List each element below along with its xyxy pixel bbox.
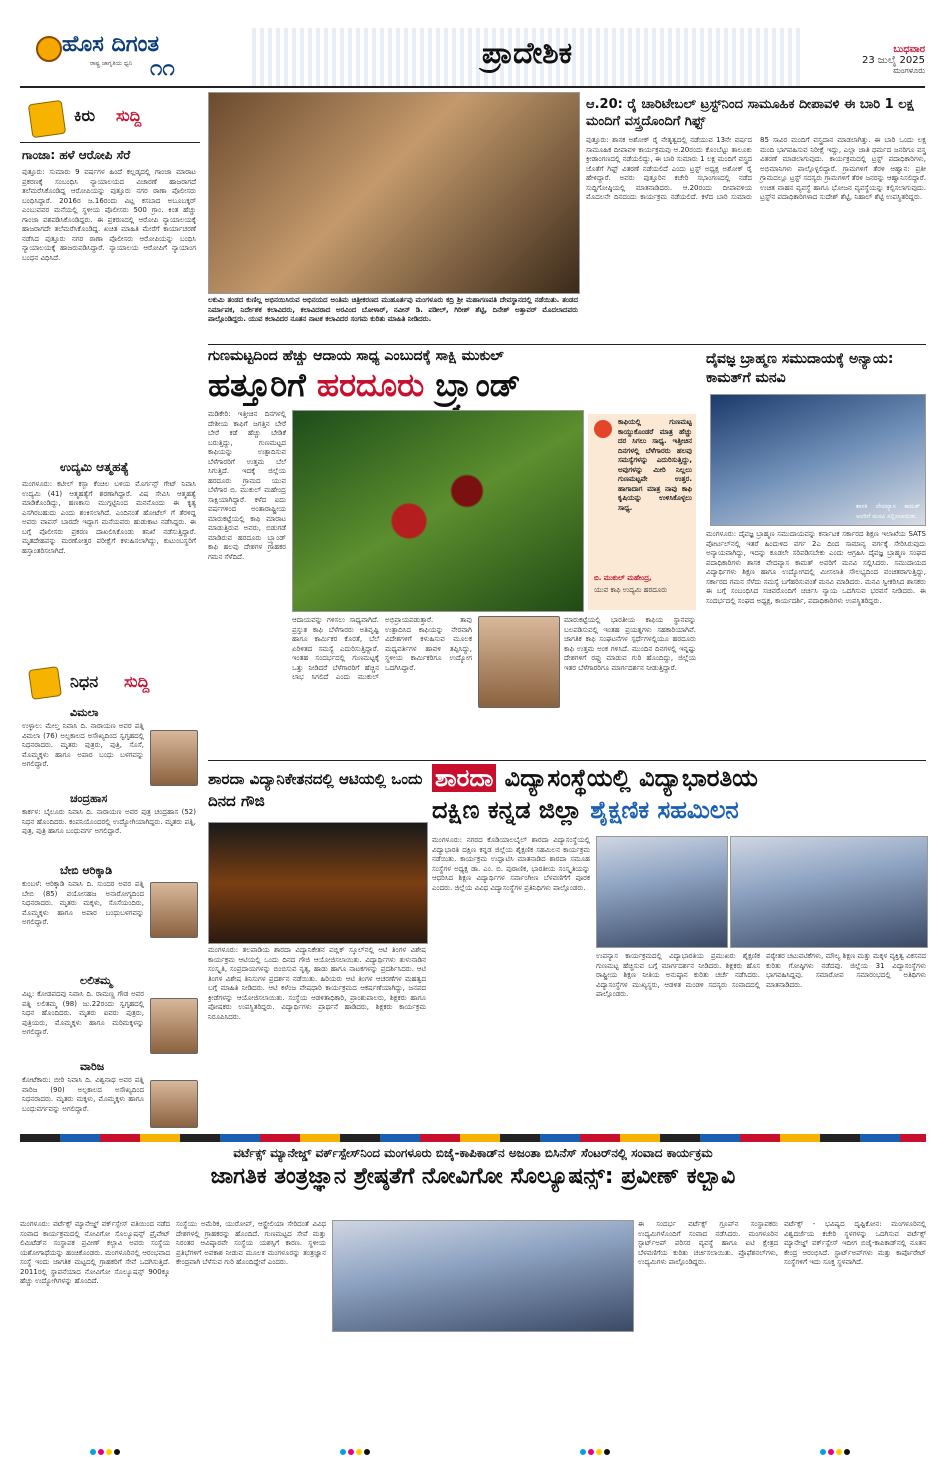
sharada-aati-headline: ಶಾರದಾ ವಿದ್ಯಾನಿಕೇತನದಲ್ಲಿ ಆಟಿಯಲ್ಲಿ ಒಂದು ದಿನದ ಗೌಜಿ <box>208 770 423 810</box>
rai-trust-story <box>586 92 926 342</box>
section-title: ಪ್ರಾದೇಶಿಕ <box>481 36 573 71</box>
color-registration-dots <box>340 1440 372 1459</box>
novigo-story <box>20 1146 926 1436</box>
coffee-headline <box>208 366 698 405</box>
vidyabharati-headline-a: ಶಾರದಾ <box>432 764 496 792</box>
separator-bar <box>20 1134 926 1142</box>
daivajna-photo-caption: ಶಾಸಕ ವೇದವ್ಯಾಸ ಕಾಮತ್ ಅವರಿಗೆ ಮನವಿ ಸಲ್ಲಿಸಲಾಯಿತು. <box>856 503 920 520</box>
kiru-suddi-section <box>20 92 200 652</box>
novigo-body-3: ಈ ಸಂದರ್ಭ ವರ್ಟೆಕ್ಸ್ ಗ್ರೂಪ್‌ನ ಸಂಸ್ಥಾಪಕರು ಉದ್ಯಮಿಗಳೊಂದಿಗೆ ಸಂವಾದ ನಡೆಸಿದರು. ಮಂಗಳೂರಿನ ಸ್ಟಾರ್ಟ್‌ಅಪ್ ಪರಿಸರ ವ್ಯವಸ್ಥೆ ಹಾಗೂ ಐಟಿ ಕ್ಷೇತ್ರದ ಬೆಳವಣಿಗೆಯ ಕುರಿತು ಚರ್ಚಿಸಲಾಯಿತು. ಪ್ರೊಫೆಶನಲ್‌ಗಳು, ಉದ್ಯಮಿಗಳು ಪಾಲ್ಗೊಂಡಿದ್ದರು. <box>638 1220 778 1266</box>
novigo-body-1: ಮಂಗಳೂರು: ವರ್ಟೆಕ್ಸ್ ಮ್ಯಾನೇಜ್ಡ್ ವರ್ಕ್‌ಸ್ಪೇಸ್ ವತಿಯಿಂದ ನಡೆದ ಸಂವಾದ ಕಾರ್ಯಕ್ರಮದಲ್ಲಿ ನೋವಿಗೋ ಸೊಲ್ಯೂಷನ್ಸ್ ಪ್ರೈವೇಟ್ ಲಿಮಿಟೆಡ್‌ನ ಸಂಸ್ಥಾಪಕ ಪ್ರವೀಣ್ ಕಲ್ಬಾವಿ ಅವರು ಸಂಸ್ಥೆಯ ಯಶೋಗಾಥೆಯನ್ನು ಹಂಚಿಕೊಂಡರು. ಮಂಗಳೂರಿನಲ್ಲಿ ಆರಂಭವಾದ ಸಂಸ್ಥೆ ಇಂದು ಜಾಗತಿಕ ಮಟ್ಟದಲ್ಲಿ ಗ್ರಾಹಕರಿಗೆ ಸೇವೆ ಒದಗಿಸುತ್ತಿದೆ. 2011ರಲ್ಲಿ ಸ್ಥಾಪನೆಯಾದ ನೋವಿಗೋ ಸೊಲ್ಯೂಷನ್ಸ್ 900ಕ್ಕೂ ಹೆಚ್ಚು ಉದ್ಯೋಗಿಗಳನ್ನು ಹೊಂದಿದೆ. <box>20 1220 170 1285</box>
masthead-rule <box>20 86 925 88</box>
rai-trust-headline: ಆ.20: ರೈ ಚಾರಿಟೇಬಲ್ ಟ್ರಸ್ಟ್‌ನಿಂದ ಸಾಮೂಹಿಕ ದೀಪಾವಳಿ ಈ ಬಾರಿ 1 ಲಕ್ಷ ಮಂದಿಗೆ ವಸ್ತ್ರದೊಂದಿಗೆ ಗಿಫ್ಟ್ <box>586 97 914 129</box>
vidyabharati-photo-1 <box>596 836 728 948</box>
daivajna-headline: ದೈವಜ್ಞ ಬ್ರಾಹ್ಮಣ ಸಮುದಾಯಕ್ಕೆ ಅನ್ಯಾಯ: ಕಾಮತ್‌ಗೆ ಮನವಿ <box>706 351 894 386</box>
coffee-body-3: ಮಾರುಕಟ್ಟೆಯಲ್ಲಿ ಭಾರತೀಯ ಕಾಫಿಯ ಸ್ಥಾನವನ್ನು ಬಲಪಡಿಸುವಲ್ಲಿ ಇಂತಹ ಪ್ರಯತ್ನಗಳು ಸಹಕಾರಿಯಾಗಿವೆ. ಜಾಗತಿಕ ಕಾಫಿ ಸಂಘಟನೆಗಳ ಸ್ಪರ್ಧೆಗಳಲ್ಲಿಯೂ ಹರದೂರು ಕಾಫಿ ಉತ್ತಮ ಅಂಕ ಗಳಿಸಿದೆ. ಮುಂದಿನ ದಿನಗಳಲ್ಲಿ ಇನ್ನಷ್ಟು ದೇಶಗಳಿಗೆ ರಫ್ತು ಮಾಡುವ ಗುರಿ ಹೊಂದಿದ್ದು, ಜಿಲ್ಲೆಯ ಇತರ ಬೆಳೆಗಾರರಿಗೂ ಮಾರ್ಗದರ್ಶನ ನೀಡುತ್ತಿದ್ದಾರೆ. <box>564 616 696 672</box>
kiru-suddi-header <box>30 102 190 136</box>
obit-photo <box>150 998 198 1054</box>
vidyabharati-body-1: ಮಂಗಳೂರು: ನಗರದ ಕೊಡಿಯಾಲಬೈಲ್ ಶಾರದಾ ವಿದ್ಯಾಸಂಸ್ಥೆಯಲ್ಲಿ ವಿದ್ಯಾಭಾರತಿ ದಕ್ಷಿಣ ಕನ್ನಡ ಜಿಲ್ಲೆಯ ಶೈಕ್ಷಣಿಕ ಸಹಮಿಲನ ಕಾರ್ಯಕ್ರಮ ನಡೆಯಿತು. ಕಾರ್ಯಕ್ರಮ ಉದ್ಘಾಟಿಸಿ ಮಾತನಾಡಿದ ಶಾರದಾ ಸಮೂಹ ಸಂಸ್ಥೆಗಳ ಅಧ್ಯಕ್ಷ ಡಾ. ಎಂ. ಬಿ. ಪುರಾಣಿಕ, ಭಾರತೀಯ ಸಂಸ್ಕೃತಿಯನ್ನು ಆಧರಿಸಿದ ಶಿಕ್ಷಣ ವಿದ್ಯಾರ್ಥಿಗಳ ಸರ್ವಾಂಗೀಣ ಬೆಳವಣಿಗೆಗೆ ಪೂರಕ ಎಂದರು. ಜಿಲ್ಲೆಯ ವಿವಿಧ ವಿದ್ಯಾಸಂಸ್ಥೆಗಳ ಪ್ರತಿನಿಧಿಗಳು ಪಾಲ್ಗೊಂಡರು. <box>432 836 590 892</box>
coffee-body-2: ಆದಾಯವನ್ನು ಗಳಿಸಲು ಸಾಧ್ಯವಾಗಿದೆ. ಪ್ರಸ್ತುತ ಕಾಫಿ ಬೆಳೆಗಾರರು ಅತಿವೃಷ್ಟಿ ಹಾಗೂ ಕಾರ್ಮಿಕರ ಕೊರತೆ, ಬೆಲೆ ಏರಿಳಿತದ ಸಮಸ್ಯೆ ಎದುರಿಸುತ್ತಿದ್ದಾರೆ. ಇಂತಹ ಸಂದರ್ಭದಲ್ಲಿ ಗುಣಮಟ್ಟಕ್ಕೆ ಒತ್ತು ನೀಡಿದರೆ ಬೆಳೆಗಾರರಿಗೆ ಹೆಚ್ಚಿನ ಲಾಭ ಸಿಗಲಿದೆ ಎಂದು ಮುಕುಲ್ ಅಭಿಪ್ರಾಯಪಡುತ್ತಾರೆ. ತಾವು ಉತ್ಪಾದಿಸಿದ ಕಾಫಿಯನ್ನು ನೇರವಾಗಿ ವಿದೇಶಗಳಿಗೆ ಕಳುಹಿಸುವ ಮೂಲಕ ಮಧ್ಯವರ್ತಿಗಳ ಹಾವಳಿ ತಪ್ಪಿಸಿದ್ದು, ಸ್ಥಳೀಯ ಕಾರ್ಮಿಕರಿಗೂ ಉದ್ಯೋಗ ಒದಗಿಸಿದ್ದಾರೆ. <box>292 616 472 681</box>
coffee-quote-text: ಕಾಫಿಯಲ್ಲಿ ಗುಣಮಟ್ಟ ಕಾಯ್ದುಕೊಂಡರೆ ಮಾತ್ರ ಹೆಚ್ಚು ದರ ಸಿಗಲು ಸಾಧ್ಯ. ಇತ್ತೀಚಿನ ದಿನಗಳಲ್ಲಿ ಬೆಳೆಗಾರರು ಹಲವು ಸಮಸ್ಯೆಗಳನ್ನು ಎದುರಿಸುತ್ತಿದ್ದು, ಅವುಗಳನ್ನು ಮೀರಿ ನಿಲ್ಲಲು ಗುಣಮಟ್ಟವೇ ಉತ್ತರ. ಹಾಗಾದಾಗ ಮಾತ್ರ ನಾವು ಕಾಫಿ ಕೃಷಿಯನ್ನು ಉಳಿಸಿಕೊಳ್ಳಲು ಸಾಧ್ಯ. <box>618 418 692 512</box>
section-banner <box>252 28 802 88</box>
hand-icon <box>28 100 66 138</box>
coffee-quote-box <box>588 414 696 610</box>
coffee-body-1: ಮಡಿಕೇರಿ: ಇತ್ತೀಚಿನ ದಿನಗಳಲ್ಲಿ ದೇಶೀಯ ಕಾಫಿಗೆ ಜಗತ್ತಿನ ಬೇರೆ ಬೇರೆ ಕಡೆ ಹೆಚ್ಚು ಬೇಡಿಕೆ ಬರುತ್ತಿದ್ದು, ಗುಣಮಟ್ಟದ ಕಾಫಿಯನ್ನು ಉತ್ಪಾದಿಸುವ ಬೆಳೆಗಾರರಿಗೆ ಉತ್ತಮ ಬೆಲೆ ಸಿಗುತ್ತಿದೆ. ಇದಕ್ಕೆ ಜಿಲ್ಲೆಯ ಹರದೂರು ಗ್ರಾಮದ ಯುವ ಬೆಳೆಗಾರ ಬಿ. ಮುಕುಲ್ ಮಹೇಂದ್ರ ಸಾಕ್ಷಿಯಾಗಿದ್ದಾರೆ. ಕಳೆದ ಐದು ವರ್ಷಗಳಿಂದ ಅಂತಾರಾಷ್ಟ್ರೀಯ ಮಾರುಕಟ್ಟೆಯಲ್ಲಿ ಕಾಫಿ ಮಾರಾಟ ಮಾಡುತ್ತಿರುವ ಅವರು, ಬಿಡುಗಡೆ ಮಾಡಿರುವ ಹರದೂರು ಬ್ರ್ಯಾಂಡ್ ಕಾಫಿ ಹಲವು ದೇಶಗಳ ಗ್ರಾಹಕರ ಗಮನ ಸೆಳೆದಿದೆ. <box>208 410 286 561</box>
paper-name: ಹೊಸ ದಿಗಂತ <box>62 32 160 57</box>
vidyabharati-body-2: ಉಪನ್ಯಾಸ ಕಾರ್ಯಕ್ರಮದಲ್ಲಿ ವಿದ್ಯಾಭಾರತಿಯ ಪ್ರಮುಖರು ಶೈಕ್ಷಣಿಕ ಗುಣಮಟ್ಟ ಹೆಚ್ಚಿಸುವ ಬಗ್ಗೆ ಮಾರ್ಗದರ್ಶನ ನೀಡಿದರು. ಶಿಕ್ಷಕರು ಹೊಸ ರಾಷ್ಟ್ರೀಯ ಶಿಕ್ಷಣ ನೀತಿಯ ಅನುಷ್ಠಾನ ಕುರಿತು ಚರ್ಚೆ ನಡೆಸಿದರು. ವಿದ್ಯಾಸಂಸ್ಥೆಗಳ ಮುಖ್ಯಸ್ಥರು, ಆಡಳಿತ ಮಂಡಳಿ ಸದಸ್ಯರು ಸಂವಾದದಲ್ಲಿ ಪಾಲ್ಗೊಂಡರು. <box>596 952 760 998</box>
nidhana-suddi-section <box>20 668 200 1128</box>
rai-trust-body: ಪುತ್ತೂರು: ಶಾಸಕ ಅಶೋಕ್ ರೈ ನೇತೃತ್ವದಲ್ಲಿ ನಡೆಯುವ 13ನೇ ವರ್ಷದ ಸಾಮೂಹಿಕ ದೀಪಾವಳಿ ಕಾರ್ಯಕ್ರಮವು ಆ.20ರಂದು ಕೊಂಬೆಟ್ಟು ತಾಲೂಕು ಕ್ರೀಡಾಂಗಣದಲ್ಲಿ ನಡೆಯಲಿದ್ದು, ಈ ಬಾರಿ ಸುಮಾರು 1 ಲಕ್ಷ ಮಂದಿಗೆ ವಸ್ತ್ರದ ಜೊತೆಗೆ ಗಿಫ್ಟ್ ವಿತರಣೆ ನಡೆಯಲಿದೆ ಎಂದು ಟ್ರಸ್ಟ್ ಅಧ್ಯಕ್ಷ ಅಶೋಕ್ ರೈ ಹೇಳಿದ್ದಾರೆ. ಅವರು ಪುತ್ತೂರಿನ ಕಚೇರಿ ಸಭಾಂಗಣದಲ್ಲಿ ನಡೆದ ಸುದ್ದಿಗೋಷ್ಠಿಯಲ್ಲಿ ಮಾತನಾಡಿದರು. ಆ.20ರಂದು ದೀಪಾವಳಿಯ ಮೊದಲನೇ ದಿನದಂದು ಕಾರ್ಯಕ್ರಮ ನಡೆಯಲಿದೆ. ಕಳೆದ ಬಾರಿ ಸುಮಾರು 85 ಸಾವಿರ ಮಂದಿಗೆ ವಸ್ತ್ರದಾನ ಮಾಡಲಾಗಿತ್ತು. ಈ ಬಾರಿ ಒಂದು ಲಕ್ಷ ಮಂದಿ ಭಾಗವಹಿಸುವ ನಿರೀಕ್ಷೆ ಇದ್ದು, ಎಲ್ಲಾ ಜಾತಿ ಧರ್ಮದ ಜನರಿಗೂ ವಸ್ತ್ರ ವಿತರಣೆ ಮಾಡಲಾಗುವುದು. ಕಾರ್ಯಕ್ರಮದಲ್ಲಿ ಟ್ರಸ್ಟ್ ಪದಾಧಿಕಾರಿಗಳು, ಅಭಿಮಾನಿಗಳು ಪಾಲ್ಗೊಳ್ಳಲಿದ್ದಾರೆ. ಗ್ರಾಮಗಳಿಗೆ ತೆರಳಿ ಆಹ್ವಾನ: ಪ್ರತೀ ಗ್ರಾಮದಲ್ಲೂ ಟ್ರಸ್ಟ್ ಸದಸ್ಯರು ಗ್ರಾಮಗಳಿಗೆ ತೆರಳಿ ಜನರನ್ನು ಆಹ್ವಾನಿಸಲಿದ್ದಾರೆ. ಉಚಿತ ವಾಹನ ವ್ಯವಸ್ಥೆ ಹಾಗೂ ಭೋಜನ ವ್ಯವಸ್ಥೆಯನ್ನು ಕಲ್ಪಿಸಲಾಗುವುದು. ಟ್ರಸ್ಟ್‌ನ ಪದಾಧಿಕಾರಿಗಳಾದ ಸುದೇಶ್ ಶೆಟ್ಟಿ, ನಿಹಾಲ್ ಶೆಟ್ಟಿ ಉಪಸ್ಥಿತರಿದ್ದರು. <box>586 136 926 201</box>
vidyabharati-headline-line2 <box>432 796 926 824</box>
novigo-panel-photo <box>332 1220 634 1332</box>
city-label: ಮಂಗಳೂರು <box>893 66 925 75</box>
kiru-rule <box>20 142 200 143</box>
obit-name: ಬೇಬಿ ಆರಿಕ್ಕಾಡಿ <box>60 864 113 877</box>
date-block <box>805 44 925 76</box>
vidyabharati-headline-c: ದಕ್ಷಿಣ ಕನ್ನಡ ಜಿಲ್ಲಾ <box>432 796 591 824</box>
obit-name: ಚಂದ್ರಹಾಸ <box>70 792 108 805</box>
aati-stage-photo <box>208 822 428 944</box>
quote-icon <box>594 420 612 438</box>
obit-body: ಉಳ್ಳಾಲ: ಮೇಲ್ತ ನಿವಾಸಿ ದಿ. ನಾರಾಯಣ ಅವರ ಪತ್ನಿ ವಿಮಲಾ (76) ಅಲ್ಪಕಾಲದ ಅಸೌಖ್ಯದಿಂದ ಸ್ವಗೃಹದಲ್ಲಿ ನಿಧನರಾದರು. ಮೃತರು ಪುತ್ರರು, ಪುತ್ರಿ, ಸೊಸೆ, ಮೊಮ್ಮಕ್ಕಳು ಹಾಗೂ ಅಪಾರ ಬಂಧು ಬಳಗವನ್ನು ಅಗಲಿದ್ದಾರೆ. <box>22 722 144 768</box>
coffee-quote-role: ಯುವ ಕಾಫಿ ಉದ್ಯಮಿ ಹರದೂರು <box>594 586 668 594</box>
divider <box>208 760 926 761</box>
obit-photo <box>150 882 198 938</box>
udyami-headline: ಉದ್ಯಮಿ ಆತ್ಮಹತ್ಯೆ <box>60 460 129 474</box>
color-registration-dots <box>820 1440 852 1459</box>
obit-photo <box>150 1080 198 1128</box>
coffee-kicker: ಗುಣಮಟ್ಟದಿಂದ ಹೆಚ್ಚು ಆದಾಯ ಸಾಧ್ಯ ಎಂಬುದಕ್ಕೆ ಸಾಕ್ಷಿ ಮುಕುಲ್ <box>208 348 504 364</box>
vidyabharati-story <box>432 764 926 1124</box>
obit-body: ಕೋಟೆಕಾರು: ಬೀರಿ ನಿವಾಸಿ ದಿ. ವಿಶ್ವನಾಥ ಅವರ ಪತ್ನಿ ವಾರಿಜ (90) ಅಲ್ಪಕಾಲದ ಅಸೌಖ್ಯದಿಂದ ನಿಧನರಾದರು. ಮೃತರು ಮಕ್ಕಳು, ಮೊಮ್ಮಕ್ಕಳು ಹಾಗೂ ಬಂಧುವರ್ಗವನ್ನು ಅಗಲಿದ್ದಾರೆ. <box>22 1076 144 1113</box>
obit-body: ಕುಂಬಳೆ: ಆರಿಕ್ಕಾಡಿ ನಿವಾಸಿ ದಿ. ಸುಂದರ ಅವರ ಪತ್ನಿ ಬೇಬಿ (85) ವಯೋಸಹಜ ಅನಾರೋಗ್ಯದಿಂದ ನಿಧನರಾದರು. ಮೃತರು ಮಕ್ಕಳು, ಸೊಸೆಯಂದಿರು, ಮೊಮ್ಮಕ್ಕಳು ಹಾಗೂ ಅಪಾರ ಬಂಧುಬಳಗವನ್ನು ಅಗಲಿದ್ದಾರೆ. <box>22 880 144 926</box>
page-number: ೧೧ <box>150 56 175 81</box>
mukul-portrait <box>478 616 560 708</box>
daivajna-body: ಮಂಗಳೂರು: ದೈವಜ್ಞ ಬ್ರಾಹ್ಮಣ ಸಮುದಾಯವನ್ನು ಕರ್ನಾಟಕ ಸರ್ಕಾರದ ಶಿಕ್ಷಣ ಇಲಾಖೆಯ SATS ಪೋರ್ಟಲ್‌ನಲ್ಲಿ ಇತರೆ ಹಿಂದುಳಿದ ವರ್ಗ 2ಎ ದಿಂದ ಸಾಮಾನ್ಯ ವರ್ಗಕ್ಕೆ ಸೇರಿಸಿರುವುದು ಅನ್ಯಾಯವಾಗಿದ್ದು, ಇದನ್ನು ಕೂಡಲೇ ಸರಿಪಡಿಸಬೇಕು ಎಂದು ಆಗ್ರಹಿಸಿ ದೈವಜ್ಞ ಬ್ರಾಹ್ಮಣ ಸಂಘದ ಪದಾಧಿಕಾರಿಗಳು ಶಾಸಕ ವೇದವ್ಯಾಸ ಕಾಮತ್ ಅವರಿಗೆ ಮನವಿ ಸಲ್ಲಿಸಿದರು. ಸಮುದಾಯದ ವಿದ್ಯಾರ್ಥಿಗಳು ಶಿಕ್ಷಣ ಹಾಗೂ ಉದ್ಯೋಗದಲ್ಲಿ ಮೀಸಲಾತಿ ಸೌಲಭ್ಯದಿಂದ ವಂಚಿತರಾಗುತ್ತಿದ್ದು, ಸರ್ಕಾರದ ಗಮನ ಸೆಳೆದು ಸಮಸ್ಯೆ ಬಗೆಹರಿಸುವಂತೆ ಮನವಿ ಮಾಡಿದರು. ಮನವಿ ಸ್ವೀಕರಿಸಿದ ಶಾಸಕರು ಈ ಬಗ್ಗೆ ಸಂಬಂಧಿಸಿದ ಸಚಿವರೊಂದಿಗೆ ಚರ್ಚಿಸಿ ನ್ಯಾಯ ಒದಗಿಸುವ ಭರವಸೆ ನೀಡಿದರು. ಈ ಸಂದರ್ಭದಲ್ಲಿ ಸಂಘದ ಅಧ್ಯಕ್ಷ, ಕಾರ್ಯದರ್ಶಿ, ಪದಾಧಿಕಾರಿಗಳು ಉಪಸ್ಥಿತರಿದ್ದರು. <box>706 530 926 605</box>
top-photo-story <box>208 92 578 342</box>
coffee-headline-a: ಹತ್ತೂರಿಗೆ <box>208 366 317 404</box>
ganja-headline: ಗಾಂಜಾ: ಹಳೆ ಆರೋಪಿ ಸೆರೆ <box>22 148 131 162</box>
coffee-headline-b: ಹರದೂರು <box>316 366 425 404</box>
vidyabharati-headline-b: ವಿದ್ಯಾಸಂಸ್ಥೆಯಲ್ಲಿ ವಿದ್ಯಾಭಾರತಿಯ <box>496 764 758 792</box>
temple-photo-caption: ಲಕುಮಿ ತಂಡದ ಕುಣಿಲ್ಲ ಅಭಿನಯಿಸಿರುವ ಅಭಿನಯದ ಅಂತಿಮ ಚಿತ್ರೀಕರಣದ ಮುಹೂರ್ತವು ಮಂಗಳೂರು ಕದ್ರಿ ಶ್ರೀ ಮಹಾಗಣಪತಿ ದೇವಸ್ಥಾನದಲ್ಲಿ ನಡೆಯಿತು. ತಂಡದ ನಿರ್ಮಾಪಕ, ನಿರ್ದೇಶಕ ಕಲಾವಿದರು, ಕಲಾವಿದರಾದ ಅರವಿಂದ ಬೋಳಾರ್, ನವೀನ್ ಡಿ. ಪಡೀಲ್, ಗಿರೀಶ್ ಶೆಟ್ಟಿ, ದಿನೇಶ್ ಅತ್ತಾವರ್ ಮೊದಲಾದವರು ಪಾಲ್ಗೊಂಡಿದ್ದರು. ಯುವ ಕಲಾವಿದರ ನೂತನ ನಾಟಕ ಕಲಾವಿದರ ಸಂಗಮ ಕುರಿತು ಮಾಹಿತಿ ನೀಡಿದರು. <box>208 296 578 323</box>
kiru-label: ಕಿರು <box>74 106 96 125</box>
vidyabharati-headline-d: ಶೈಕ್ಷಣಿಕ ಸಹಮಿಲನ <box>590 796 739 824</box>
color-registration-dots <box>580 1440 612 1459</box>
obit-name: ಲಲಿತಮ್ಮ <box>80 974 112 987</box>
coffee-story <box>208 348 698 758</box>
coffee-headline-c: ಬ್ರ್ಯಾಂಡ್ <box>424 366 521 404</box>
date-label: 23 ಜುಲೈ 2025 <box>862 55 925 66</box>
coffee-berries-photo <box>292 410 584 612</box>
masthead <box>0 0 945 88</box>
obit-body: ವಿಟ್ಲ: ಕೋಡಪದವು ನಿವಾಸಿ ದಿ. ರಾಮಣ್ಣ ಗೌಡ ಅವರ ಪತ್ನಿ ಲಲಿತಮ್ಮ (98) ಜು.22ರಂದು ಸ್ವಗೃಹದಲ್ಲಿ ನಿಧನ ಹೊಂದಿದರು. ಮೃತರು ಐವರು ಪುತ್ರರು, ಪುತ್ರಿಯರು, ಮೊಮ್ಮಕ್ಕಳು ಹಾಗೂ ಮರಿಮಕ್ಕಳನ್ನು ಅಗಲಿದ್ದಾರೆ. <box>22 990 144 1036</box>
nidhana-suddi-label: ಸುದ್ದಿ <box>124 672 150 691</box>
obit-name: ವಾರಿಜ <box>80 1060 105 1073</box>
daivajna-story <box>706 348 926 758</box>
novigo-headline: ಜಾಗತಿಕ ತಂತ್ರಜ್ಞಾನ ಶ್ರೇಷ್ಠತೆಗೆ ನೋವಿಗೋ ಸೊಲ್ಯೂಷನ್ಸ್: ಪ್ರವೀಣ್ ಕಲ್ಬಾವಿ <box>210 1164 736 1189</box>
novigo-body-4: ವರ್ಟೆಕ್ಸ್ - ಭವಿಷ್ಯದ ದೃಷ್ಟಿಕೋನ: ಮಂಗಳೂರಿನಲ್ಲಿ ವಿಶ್ವದರ್ಜೆಯ ಕಚೇರಿ ಸ್ಥಳಗಳನ್ನು ಒದಗಿಸುವ ವರ್ಟೆಕ್ಸ್ ಮ್ಯಾನೇಜ್ಡ್ ವರ್ಕ್‌ಸ್ಪೇಸ್ ಇದೀಗ ಬಿಜೈ-ಕಾಪಿಕಾಡ್‌ನಲ್ಲಿ ನೂತನ ಕೇಂದ್ರ ಆರಂಭಿಸಿದೆ. ಸ್ಟಾರ್ಟ್‌ಅಪ್‌ಗಳು ಮತ್ತು ಕಾರ್ಪೊರೇಟ್ ಸಂಸ್ಥೆಗಳಿಗೆ ಇದು ಸೂಕ್ತ ಸ್ಥಳವಾಗಿದೆ. <box>784 1220 926 1266</box>
sharada-aati-body: ಮಂಗಳೂರು: ತಲಪಾಡಿಯ ಶಾರದಾ ವಿದ್ಯಾನಿಕೇತನ ಪಬ್ಲಿಕ್ ಸ್ಕೂಲ್‌ನಲ್ಲಿ ಆಟಿ ತಿಂಗಳ ವಿಶೇಷ ಕಾರ್ಯಕ್ರಮ ಆಟಿಯಲ್ಲಿ ಒಂದು ದಿನದ ಗೌಜಿ ಆಯೋಜಿಸಲಾಯಿತು. ವಿದ್ಯಾರ್ಥಿಗಳು ತುಳುನಾಡಿನ ಸಂಸ್ಕೃತಿ, ಸಂಪ್ರದಾಯಗಳನ್ನು ಬಿಂಬಿಸುವ ನೃತ್ಯ, ಹಾಡು ಹಾಗೂ ನಾಟಕಗಳನ್ನು ಪ್ರದರ್ಶಿಸಿದರು. ಆಟಿ ತಿಂಗಳ ವಿಶೇಷ ತಿನಿಸುಗಳ ಪ್ರದರ್ಶನ ನಡೆಯಿತು. ಹಿರಿಯರು ಆಟಿ ತಿಂಗಳ ಆಚರಣೆಗಳ ಮಹತ್ವದ ಬಗ್ಗೆ ಮಾಹಿತಿ ನೀಡಿದರು. ಆಟಿ ಕಳೆಂಜ ವೇಷಧಾರಿ ಕಾರ್ಯಕ್ರಮದ ಆಕರ್ಷಣೆಯಾಗಿದ್ದು, ಜನಪದ ಕ್ರೀಡೆಗಳನ್ನು ಆಯೋಜಿಸಲಾಯಿತು. ಸಂಸ್ಥೆಯ ಆಡಳಿತಾಧಿಕಾರಿ, ಪ್ರಾಂಶುಪಾಲರು, ಶಿಕ್ಷಕರು ಹಾಗೂ ಪೋಷಕರು ಉಪಸ್ಥಿತರಿದ್ದರು. ವಿದ್ಯಾರ್ಥಿಗಳು ಪ್ರಾರ್ಥನೆ ಹಾಡಿದರು, ಶಿಕ್ಷಕರು ಕಾರ್ಯಕ್ರಮ ನಿರೂಪಿಸಿದರು. <box>208 946 426 1021</box>
temple-photo <box>208 92 580 294</box>
nidhana-label: ನಿಧನ <box>70 672 99 691</box>
obit-body: ಕಾರ್ಕಳ: ಬೈಲೂರು ನಿವಾಸಿ ದಿ. ನಾರಾಯಣ ಅವರ ಪುತ್ರ ಚಂದ್ರಹಾಸ (52) ನಿಧನ ಹೊಂದಿದರು. ಕಂಪನಿಯೊಂದರಲ್ಲಿ ಉದ್ಯೋಗಿಯಾಗಿದ್ದರು. ಮೃತರು ಪತ್ನಿ, ಪುತ್ರ, ಪುತ್ರಿ ಹಾಗೂ ಬಂಧುವರ್ಗ ಅಗಲಿದ್ದಾರೆ. <box>22 808 196 835</box>
hand-icon <box>28 666 62 700</box>
udyami-body: ಮಂಗಳೂರು: ಕಟೀಲ್ ಕಸ್ಬಾ ಕೆಂಚಿಲ ಬಳಿಯ ಮೊರ್ಗನ್ಸ್ ಗೇಟ್ ನಿವಾಸಿ ಉದ್ಯಮಿ (41) ಆತ್ಮಹತ್ಯೆಗೆ ಶರಣಾಗಿದ್ದಾರೆ. ವಿಷ ಸೇವಿಸಿ ಆತ್ಮಹತ್ಯೆ ಮಾಡಿಕೊಂಡಿದ್ದು, ಹಣಕಾಸು ಮುಗ್ಗಟ್ಟಿನಿಂದ ಮನನೊಂದು ಈ ಕೃತ್ಯ ಎಸಗಿರಬಹುದು ಎಂದು ಶಂಕಿಸಲಾಗಿದೆ. ಎಂದಿನಂತೆ ಹೋಟೆಲ್ ಗೆ ತೆರಳಿದ್ದ ಅವರು ವಾಪಸ್ ಬಾರದೇ ಇದ್ದಾಗ ಮನೆಯವರು ಹುಡುಕಾಟ ನಡೆಸಿದ್ದರು. ಈ ಬಗ್ಗೆ ಪೊಲೀಸರು ಪ್ರಕರಣ ದಾಖಲಿಸಿಕೊಂಡು ತನಿಖೆ ನಡೆಸುತ್ತಿದ್ದಾರೆ. ಮೃತದೇಹವನ್ನು ಮರಣೋತ್ತರ ಪರೀಕ್ಷೆಗೆ ಕಳುಹಿಸಲಾಗಿದ್ದು, ಕುಟುಂಬಸ್ಥರಿಗೆ ಹಸ್ತಾಂತರಿಸಲಾಗಿದೆ. <box>22 480 196 555</box>
lamp-icon <box>36 36 62 62</box>
obit-name: ವಿಮಲಾ <box>70 706 99 719</box>
divider <box>208 344 926 345</box>
ganja-body: ಪುತ್ತೂರು: ಸುಮಾರು 9 ವರ್ಷಗಳ ಹಿಂದೆ ಕಲ್ಲಡ್ಕದಲ್ಲಿ ಗಾಂಜಾ ಮಾರಾಟ ಪ್ರಕರಣಕ್ಕೆ ಸಂಬಂಧಿಸಿ ನ್ಯಾಯಾಲಯದ ವಿಚಾರಣೆ ಹಾಜರಾಗದೆ ತಲೆಮರೆಸಿಕೊಂಡಿದ್ದ ಆರೋಪಿಯನ್ನು ಪುತ್ತೂರು ನಗರ ಠಾಣಾ ಪೊಲೀಸರು ಬಂಧಿಸಿದ್ದಾರೆ. 2016ರ ಜ.16ರಂದು ವಿಟ್ಲ ಕಸಬಾದ ಅಬೂಬಕ್ಕರ್ ಎಂಬುವವರ ಮನೆಯಲ್ಲಿ ಸ್ಥಳೀಯ ಪೊಲೀಸರು 500 ಗ್ರಾಂ. ಕಿಂತ ಹೆಚ್ಚು ಗಾಂಜಾ ವಶಪಡಿಸಿಕೊಂಡಿದ್ದರು. ಈ ಪ್ರಕರಣದಲ್ಲಿ ಆರೋಪಿ ನ್ಯಾಯಾಲಯಕ್ಕೆ ಹಾಜರಾಗದೇ ತಲೆಮರೆಸಿಕೊಂಡಿದ್ದ. ಖಚಿತ ಮಾಹಿತಿ ಮೇರೆಗೆ ಕಾರ್ಯಾಚರಣೆ ನಡೆಸಿದ ಪುತ್ತೂರು ನಗರ ಠಾಣಾ ಪೊಲೀಸರು ಆರೋಪಿಯನ್ನು ಬಂಧಿಸಿ ನ್ಯಾಯಾಲಯಕ್ಕೆ ಹಾಜರುಪಡಿಸಿದ್ದಾರೆ. ನ್ಯಾಯಾಲಯ ಆರೋಪಿಗೆ ನ್ಯಾಯಾಂಗ ಬಂಧನ ವಿಧಿಸಿದೆ. <box>22 168 196 262</box>
nidhana-header <box>30 668 190 698</box>
vidyabharati-photo-2 <box>730 836 928 948</box>
day-label: ಬುಧವಾರ <box>893 44 925 55</box>
novigo-kicker: ವರ್ಟೆಕ್ಸ್ ಮ್ಯಾನೇಜ್ಡ್ ವರ್ಕ್‌ಸ್ಪೇಸ್‌ನಿಂದ ಮಂಗಳೂರು ಬಿಜೈ-ಕಾಪಿಕಾಡ್‌ನ ಅಜಂತಾ ಬಿಸಿನೆಸ್ ಸೆಂಟರ್‌ನಲ್ಲಿ ಸಂವಾದ ಕಾರ್ಯಕ್ರಮ <box>233 1146 713 1160</box>
color-registration-dots <box>90 1440 122 1459</box>
sharada-aati-story <box>208 764 426 1124</box>
novigo-body-2: ಸಂಸ್ಥೆಯು ಅಮೆರಿಕ, ಯುರೋಪ್, ಆಸ್ಟ್ರೇಲಿಯಾ ಸೇರಿದಂತೆ ವಿವಿಧ ದೇಶಗಳಲ್ಲಿ ಗ್ರಾಹಕರನ್ನು ಹೊಂದಿದೆ. ಗುಣಮಟ್ಟದ ಸೇವೆ ಮತ್ತು ನಿರಂತರ ಆವಿಷ್ಕಾರವೇ ಸಂಸ್ಥೆಯ ಯಶಸ್ಸಿಗೆ ಕಾರಣ. ಸ್ಥಳೀಯ ಪ್ರತಿಭೆಗಳಿಗೆ ಅವಕಾಶ ನೀಡುವ ಮೂಲಕ ಮಂಗಳೂರನ್ನು ತಂತ್ರಜ್ಞಾನ ಕೇಂದ್ರವಾಗಿ ಬೆಳೆಸುವ ಗುರಿ ಹೊಂದಿದ್ದೇವೆ ಎಂದರು. <box>176 1220 326 1266</box>
paper-tagline: ರಾಷ್ಟ್ರ ಜಾಗೃತಿಯ ಧ್ವನಿ <box>90 60 133 67</box>
paper-logo <box>30 32 230 84</box>
suddi-label: ಸುದ್ದಿ <box>116 106 142 125</box>
coffee-quote-author: ಬಿ. ಮುಕುಲ್ ಮಹೇಂದ್ರ, <box>594 574 652 582</box>
vidyabharati-body-3: ಪಠ್ಯೇತರ ಚಟುವಟಿಕೆಗಳು, ಮೌಲ್ಯ ಶಿಕ್ಷಣ ಮತ್ತು ಮಕ್ಕಳ ವ್ಯಕ್ತಿತ್ವ ವಿಕಸನದ ಕುರಿತು ಗೋಷ್ಠಿಗಳು ನಡೆದವು. ಜಿಲ್ಲೆಯ 31 ವಿದ್ಯಾಸಂಸ್ಥೆಗಳು ಭಾಗವಹಿಸಿದ್ದವು. ಸಮಾರೋಪ ಸಮಾರಂಭದಲ್ಲಿ ಅತಿಥಿಗಳು ಮಾತನಾಡಿದರು. <box>766 952 926 989</box>
vidyabharati-headline-line1 <box>432 764 926 792</box>
obit-photo <box>150 730 198 786</box>
